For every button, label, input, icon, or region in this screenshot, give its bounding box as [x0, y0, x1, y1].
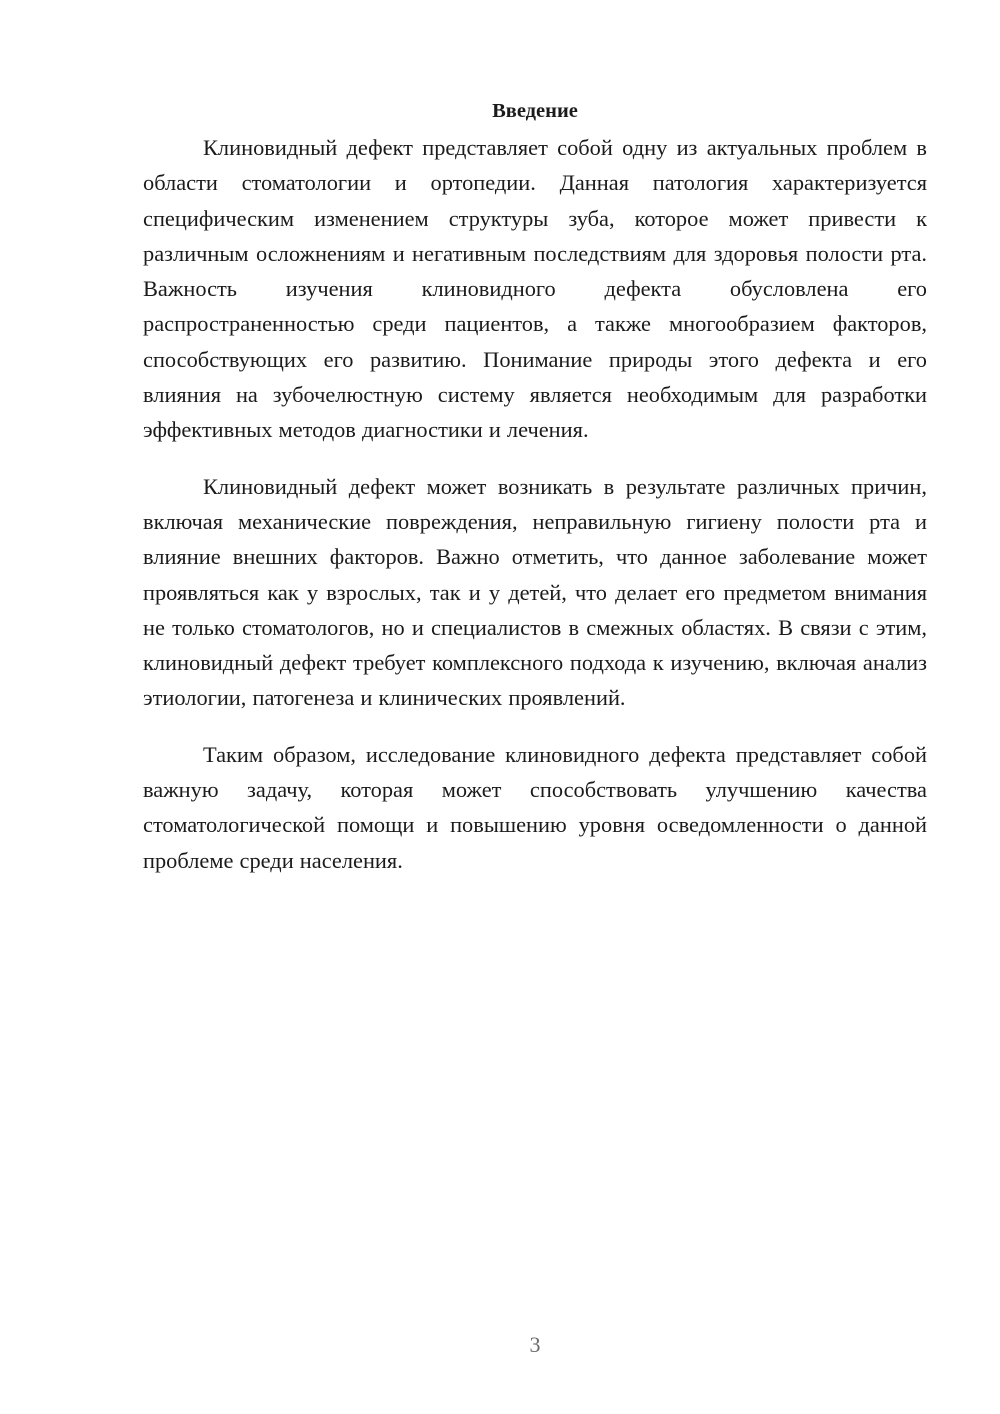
page-body: [143, 96, 927, 878]
paragraph-1: Клиновидный дефект представляет собой одну из актуальных проблем в области стоматологии и ортопедии. Данная патология характеризуется специфическим изменением структуры зуба, которое может привести к различным осложнениям и негативным последствиям для здоровья полости рта. Важность изучения клиновидного дефекта обусловлена его распространенностью среди пациентов, а также многообразием факторов, способствующих его развитию. Понимание природы этого дефекта и его влияния на зубочелюстную систему является необходимым для разработки эффективных методов диагностики и лечения.: [143, 135, 927, 443]
section-heading: Введение: [492, 100, 578, 122]
paragraph-3: Таким образом, исследование клиновидного дефекта представляет собой важную задачу, которая может способствовать улучшению качества стоматологической помощи и повышению уровня осведомленности о данной проблеме среди населения.: [143, 741, 927, 873]
page-number: 3: [529, 1332, 541, 1357]
paragraph-2: Клиновидный дефект может возникать в результате различных причин, включая механические повреждения, неправильную гигиену полости рта и влияние внешних факторов. Важно отметить, что данное заболевание может проявляться как у взрослых, так и у детей, что делает его предметом внимания не только стоматологов, но и специалистов в смежных областях. В связи с этим, клиновидный дефект требует комплексного подхода к изучению, включая анализ этиологии, патогенеза и клинических проявлений.: [143, 473, 927, 711]
